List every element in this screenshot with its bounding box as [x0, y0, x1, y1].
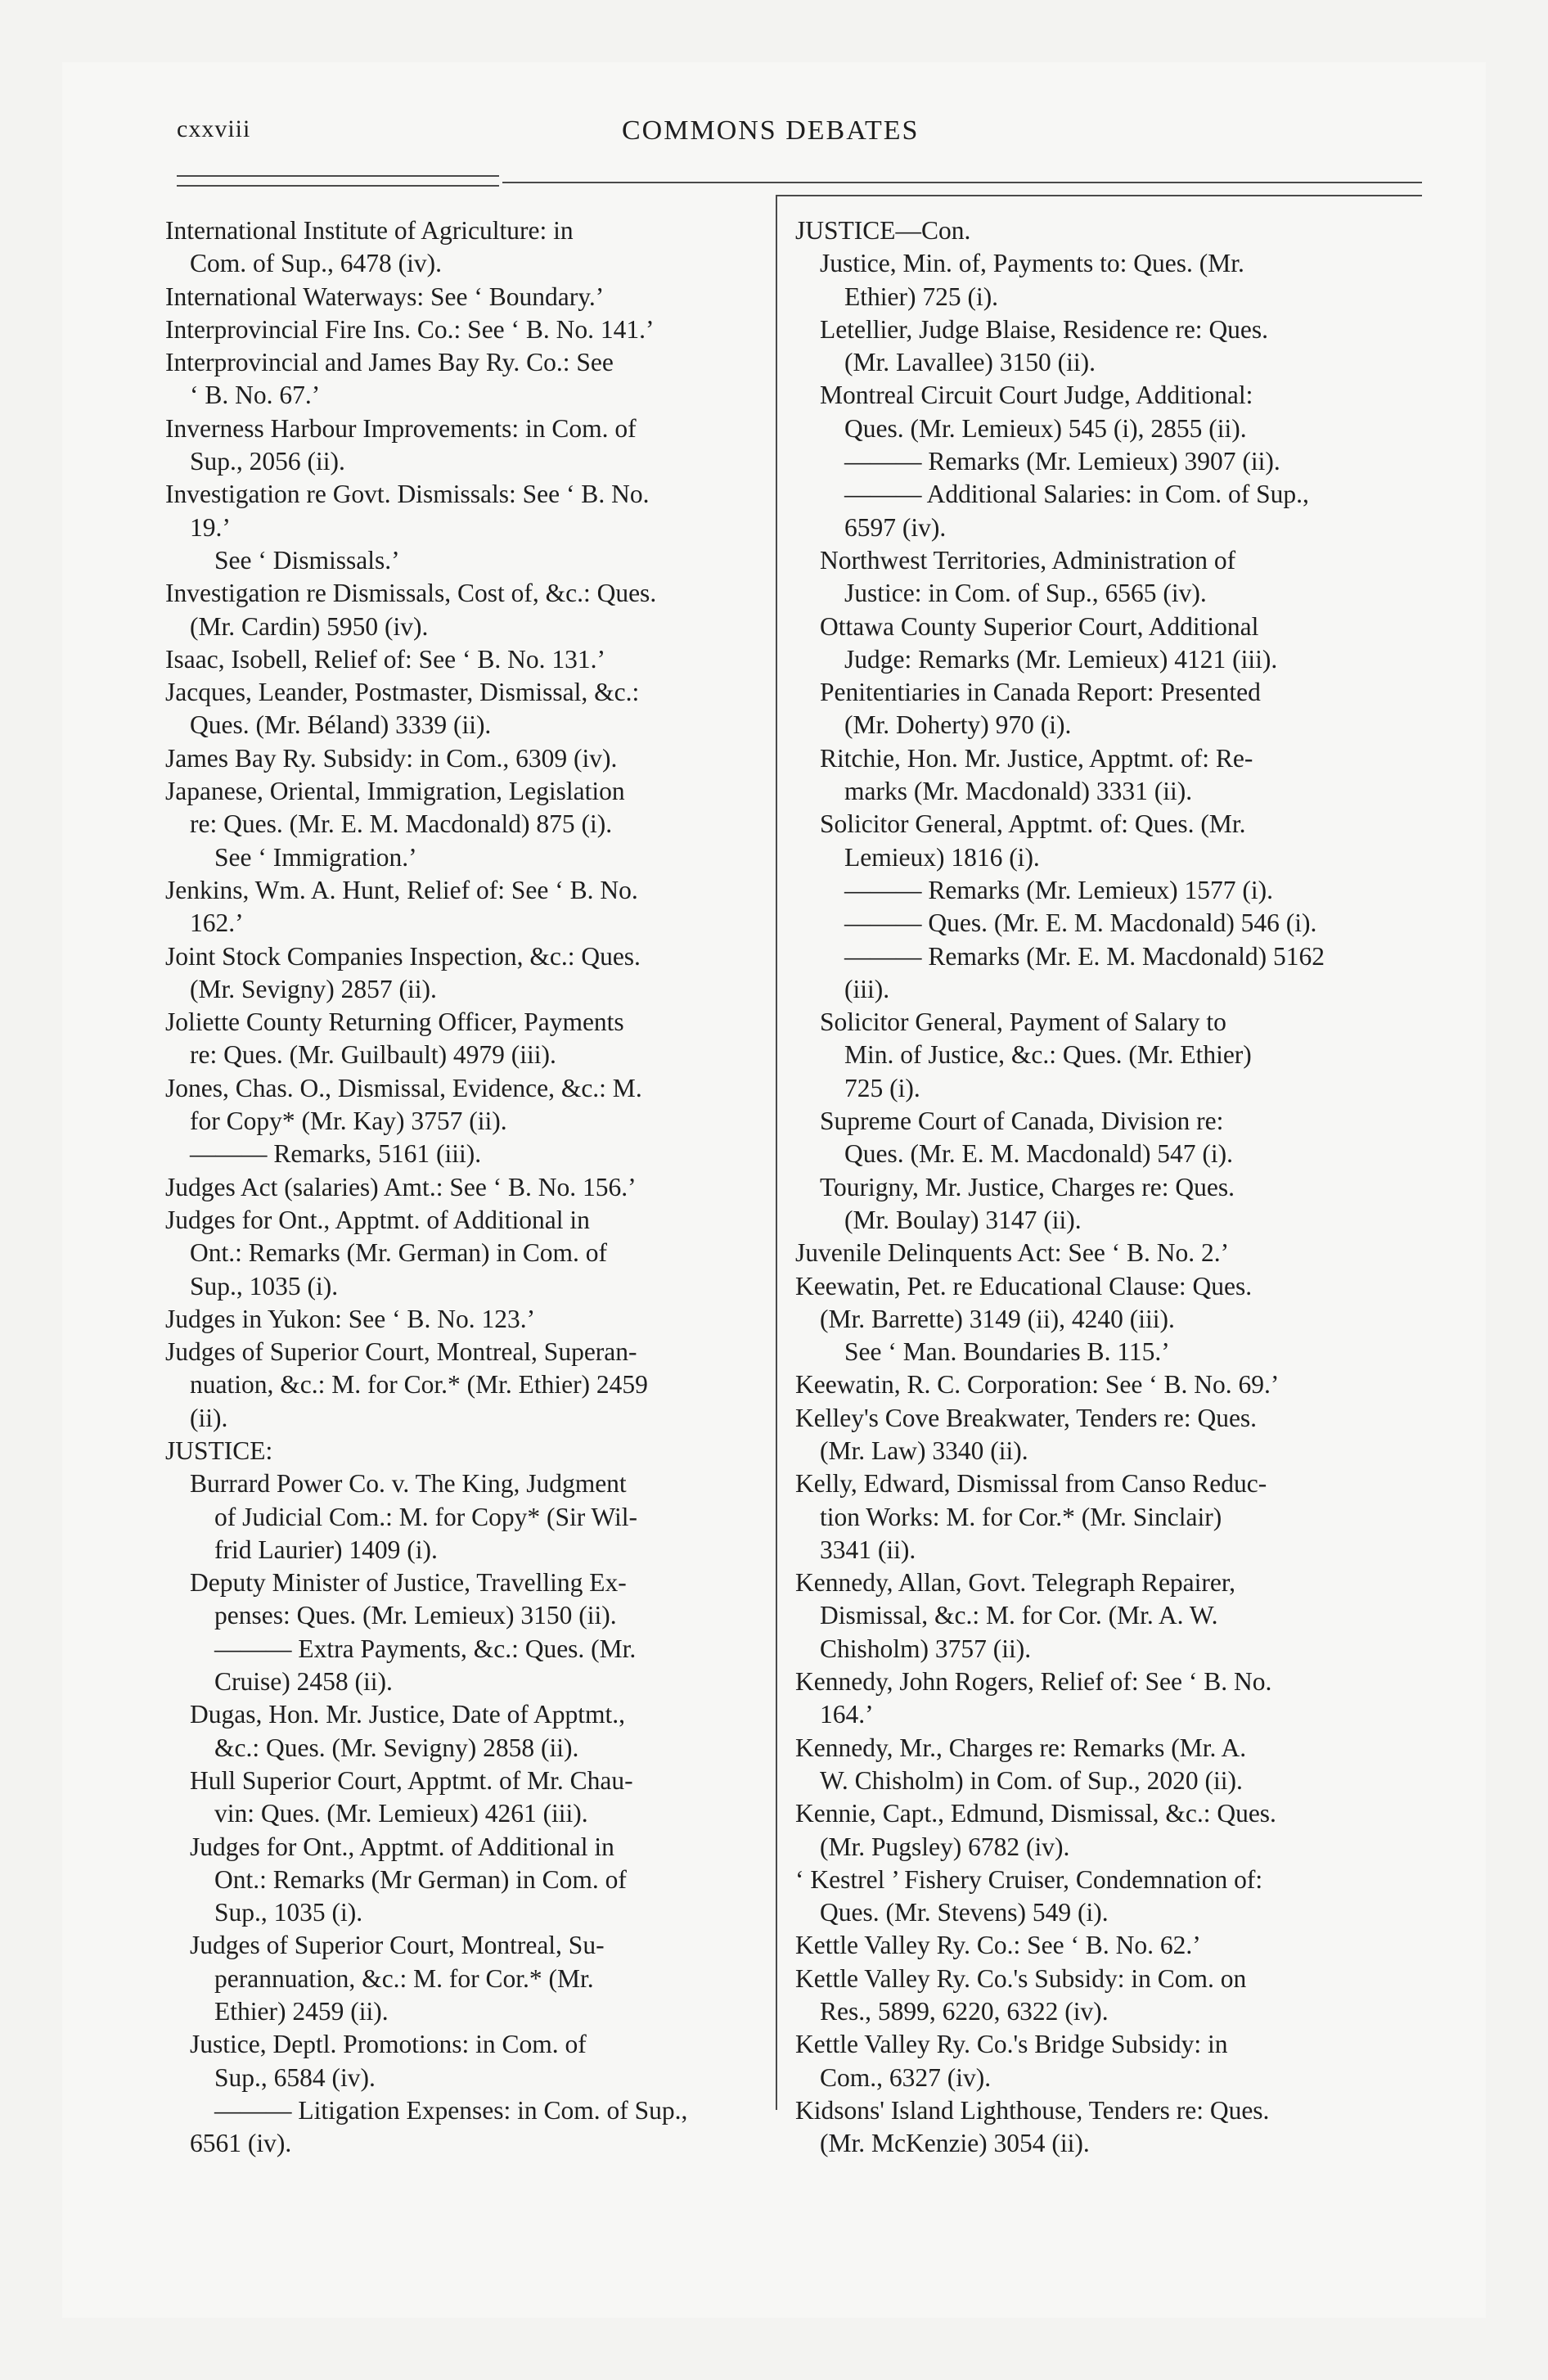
- index-line: Kennie, Capt., Edmund, Dismissal, &c.: Ques.: [795, 1799, 1276, 1828]
- index-line: Kettle Valley Ry. Co.: See ‘ B. No. 62.’: [795, 1931, 1201, 1960]
- index-line: Keewatin, Pet. re Educational Clause: Ques.: [795, 1271, 1253, 1300]
- index-line: ‘ B. No. 67.’: [190, 381, 321, 410]
- index-line: 6597 (iv).: [844, 512, 947, 542]
- index-line: Dismissal, &c.: M. for Cor. (Mr. A. W.: [820, 1601, 1218, 1630]
- index-line: Ques. (Mr. Stevens) 549 (i).: [820, 1898, 1109, 1927]
- index-line: Com. of Sup., 6478 (iv).: [190, 249, 443, 278]
- index-line: &c.: Ques. (Mr. Sevigny) 2858 (ii).: [214, 1733, 579, 1762]
- index-line: marks (Mr. Macdonald) 3331 (ii).: [844, 777, 1193, 806]
- header-rule-left-top: [177, 175, 499, 177]
- index-line: tion Works: M. for Cor.* (Mr. Sinclair): [820, 1502, 1222, 1531]
- index-line: Ont.: Remarks (Mr German) in Com. of: [214, 1864, 627, 1894]
- index-line: vin: Ques. (Mr. Lemieux) 4261 (iii).: [214, 1799, 588, 1828]
- header-rule-right-top: [502, 182, 1422, 183]
- index-line: International Institute of Agriculture: in: [165, 216, 574, 245]
- left-column: [165, 214, 771, 2161]
- index-line: Interprovincial Fire Ins. Co.: See ‘ B. No. 141.’: [165, 314, 655, 344]
- header-rule-left-bottom: [177, 185, 499, 187]
- index-line: (Mr. Lavallee) 3150 (ii).: [844, 348, 1096, 377]
- index-line: Chisholm) 3757 (ii).: [820, 1634, 1032, 1663]
- page-title: COMMONS DEBATES: [622, 115, 920, 146]
- index-line: Joliette County Returning Officer, Payments: [165, 1007, 624, 1037]
- index-line: ——— Remarks (Mr. E. M. Macdonald) 5162: [844, 941, 1325, 971]
- index-line: Kettle Valley Ry. Co.'s Subsidy: in Com. on: [795, 1963, 1247, 1993]
- page-number: cxxviii: [177, 115, 251, 142]
- index-line: for Copy* (Mr. Kay) 3757 (ii).: [190, 1107, 507, 1136]
- index-line: (Mr. Pugsley) 6782 (iv).: [820, 1832, 1070, 1861]
- index-line: Justice, Deptl. Promotions: in Com. of: [190, 2030, 587, 2059]
- index-line: Northwest Territories, Administration of: [820, 545, 1236, 575]
- index-line: Sup., 1035 (i).: [214, 1898, 363, 1927]
- index-line: Ethier) 2459 (ii).: [214, 1997, 389, 2026]
- index-line: Ques. (Mr. Lemieux) 545 (i), 2855 (ii).: [844, 413, 1247, 443]
- index-line: Kidsons' Island Lighthouse, Tenders re: Ques.: [795, 2095, 1270, 2125]
- index-line: W. Chisholm) in Com. of Sup., 2020 (ii).: [820, 1765, 1243, 1795]
- index-line: Ques. (Mr. Béland) 3339 (ii).: [190, 710, 492, 740]
- index-line: Solicitor General, Apptmt. of: Ques. (Mr.: [820, 809, 1246, 839]
- index-line: Judges of Superior Court, Montreal, Superan-: [165, 1337, 637, 1367]
- index-line: Solicitor General, Payment of Salary to: [820, 1007, 1226, 1037]
- index-line: Kennedy, John Rogers, Relief of: See ‘ B. No.: [795, 1667, 1272, 1697]
- index-line: Burrard Power Co. v. The King, Judgment: [190, 1469, 627, 1499]
- index-line: (Mr. McKenzie) 3054 (ii).: [820, 2129, 1090, 2158]
- index-line: Ethier) 725 (i).: [844, 282, 999, 311]
- index-line: Keewatin, R. C. Corporation: See ‘ B. No. 69.’: [795, 1370, 1280, 1400]
- index-line: 6561 (iv).: [190, 2129, 292, 2158]
- index-line: Kettle Valley Ry. Co.'s Bridge Subsidy: in: [795, 2030, 1228, 2059]
- index-line: Judge: Remarks (Mr. Lemieux) 4121 (iii).: [844, 644, 1278, 674]
- index-line: ‘ Kestrel ’ Fishery Cruiser, Condemnation of:: [795, 1864, 1263, 1894]
- index-line: See ‘ Immigration.’: [214, 842, 417, 872]
- index-line: (Mr. Cardin) 5950 (iv).: [190, 611, 429, 641]
- index-line: 162.’: [190, 908, 244, 938]
- index-line: JUSTICE—Con.: [795, 216, 971, 245]
- index-line: James Bay Ry. Subsidy: in Com., 6309 (iv).: [165, 743, 618, 773]
- index-line: Justice, Min. of, Payments to: Ques. (Mr.: [820, 249, 1244, 278]
- index-line: Isaac, Isobell, Relief of: See ‘ B. No. 131.’: [165, 644, 605, 674]
- index-line: Judges for Ont., Apptmt. of Additional in: [165, 1205, 590, 1234]
- index-line: ——— Additional Salaries: in Com. of Sup.,: [844, 480, 1309, 509]
- index-line: Jones, Chas. O., Dismissal, Evidence, &c.: M.: [165, 1073, 642, 1102]
- index-line: Hull Superior Court, Apptmt. of Mr. Chau-: [190, 1765, 633, 1795]
- index-line: nuation, &c.: M. for Cor.* (Mr. Ethier) 2459: [190, 1370, 648, 1400]
- index-line: Ques. (Mr. E. M. Macdonald) 547 (i).: [844, 1139, 1234, 1169]
- index-line: Min. of Justice, &c.: Ques. (Mr. Ethier): [844, 1040, 1252, 1070]
- index-line: Montreal Circuit Court Judge, Additional:: [820, 381, 1253, 410]
- index-line: re: Ques. (Mr. Guilbault) 4979 (iii).: [190, 1040, 556, 1070]
- index-line: Ritchie, Hon. Mr. Justice, Apptmt. of: Re-: [820, 743, 1253, 773]
- index-line: ——— Extra Payments, &c.: Ques. (Mr.: [214, 1634, 637, 1663]
- index-line: ——— Remarks (Mr. Lemieux) 3907 (ii).: [844, 447, 1280, 476]
- index-line: re: Ques. (Mr. E. M. Macdonald) 875 (i).: [190, 809, 613, 839]
- index-line: Cruise) 2458 (ii).: [214, 1667, 393, 1697]
- index-line: (ii).: [190, 1403, 228, 1432]
- index-line: (Mr. Law) 3340 (ii).: [820, 1436, 1028, 1465]
- index-line: penses: Ques. (Mr. Lemieux) 3150 (ii).: [214, 1601, 617, 1630]
- index-line: Investigation re Govt. Dismissals: See ‘ B. No.: [165, 480, 650, 509]
- index-line: perannuation, &c.: M. for Cor.* (Mr.: [214, 1963, 594, 1993]
- index-line: (Mr. Sevigny) 2857 (ii).: [190, 974, 437, 1003]
- index-line: (iii).: [844, 974, 890, 1003]
- index-line: 19.’: [190, 512, 231, 542]
- index-line: Japanese, Oriental, Immigration, Legislation: [165, 777, 625, 806]
- index-line: Ont.: Remarks (Mr. German) in Com. of: [190, 1238, 608, 1268]
- index-line: (Mr. Boulay) 3147 (ii).: [844, 1205, 1082, 1234]
- index-line: ——— Litigation Expenses: in Com. of Sup.,: [214, 2095, 688, 2125]
- index-line: Jenkins, Wm. A. Hunt, Relief of: See ‘ B. No.: [165, 875, 638, 904]
- index-line: JUSTICE:: [165, 1436, 273, 1465]
- index-line: Letellier, Judge Blaise, Residence re: Ques.: [820, 314, 1269, 344]
- index-line: 725 (i).: [844, 1073, 920, 1102]
- index-line: of Judicial Com.: M. for Copy* (Sir Wil-: [214, 1502, 637, 1531]
- index-line: Supreme Court of Canada, Division re:: [820, 1107, 1224, 1136]
- index-line: Justice: in Com. of Sup., 6565 (iv).: [844, 579, 1207, 608]
- index-line: Inverness Harbour Improvements: in Com. of: [165, 413, 637, 443]
- index-line: Kelly, Edward, Dismissal from Canso Reduc-: [795, 1469, 1267, 1499]
- index-line: Com., 6327 (iv).: [820, 2062, 992, 2092]
- index-line: Judges Act (salaries) Amt.: See ‘ B. No. 156.’: [165, 1172, 637, 1201]
- index-line: Joint Stock Companies Inspection, &c.: Ques.: [165, 941, 641, 971]
- index-line: Sup., 1035 (i).: [190, 1271, 339, 1300]
- index-line: Judges for Ont., Apptmt. of Additional in: [190, 1832, 614, 1861]
- index-line: 164.’: [820, 1700, 874, 1729]
- index-line: ——— Remarks (Mr. Lemieux) 1577 (i).: [844, 875, 1274, 904]
- index-line: 3341 (ii).: [820, 1535, 916, 1564]
- index-line: (Mr. Barrette) 3149 (ii), 4240 (iii).: [820, 1304, 1175, 1333]
- index-line: Kennedy, Allan, Govt. Telegraph Repairer,: [795, 1568, 1235, 1598]
- index-line: See ‘ Dismissals.’: [214, 545, 400, 575]
- index-line: Deputy Minister of Justice, Travelling Ex-: [190, 1568, 627, 1598]
- index-line: Kennedy, Mr., Charges re: Remarks (Mr. A.: [795, 1733, 1247, 1762]
- index-line: Kelley's Cove Breakwater, Tenders re: Ques.: [795, 1403, 1258, 1432]
- index-line: Res., 5899, 6220, 6322 (iv).: [820, 1997, 1109, 2026]
- index-line: Interprovincial and James Bay Ry. Co.: See: [165, 348, 614, 377]
- right-column: [795, 214, 1419, 2161]
- index-line: Sup., 6584 (iv).: [214, 2062, 376, 2092]
- index-line: Juvenile Delinquents Act: See ‘ B. No. 2.’: [795, 1238, 1230, 1268]
- index-line: ——— Remarks, 5161 (iii).: [190, 1139, 482, 1169]
- header-rule-right-bottom: [776, 195, 1422, 196]
- index-line: Judges in Yukon: See ‘ B. No. 123.’: [165, 1304, 536, 1333]
- index-line: Judges of Superior Court, Montreal, Su-: [190, 1931, 605, 1960]
- index-line: Tourigny, Mr. Justice, Charges re: Ques.: [820, 1172, 1235, 1201]
- index-line: Investigation re Dismissals, Cost of, &c.: Ques.: [165, 579, 657, 608]
- column-divider: [776, 195, 777, 2110]
- index-line: Ottawa County Superior Court, Additional: [820, 611, 1259, 641]
- index-line: Sup., 2056 (ii).: [190, 447, 345, 476]
- index-line: (Mr. Doherty) 970 (i).: [844, 710, 1072, 740]
- index-line: See ‘ Man. Boundaries B. 115.’: [844, 1337, 1170, 1367]
- index-line: Penitentiaries in Canada Report: Presented: [820, 678, 1261, 707]
- index-line: International Waterways: See ‘ Boundary.’: [165, 282, 605, 311]
- index-line: Jacques, Leander, Postmaster, Dismissal, &c.:: [165, 678, 640, 707]
- index-line: ——— Ques. (Mr. E. M. Macdonald) 546 (i).: [844, 908, 1317, 938]
- index-line: Dugas, Hon. Mr. Justice, Date of Apptmt.,: [190, 1700, 625, 1729]
- index-line: Lemieux) 1816 (i).: [844, 842, 1040, 872]
- index-line: frid Laurier) 1409 (i).: [214, 1535, 438, 1564]
